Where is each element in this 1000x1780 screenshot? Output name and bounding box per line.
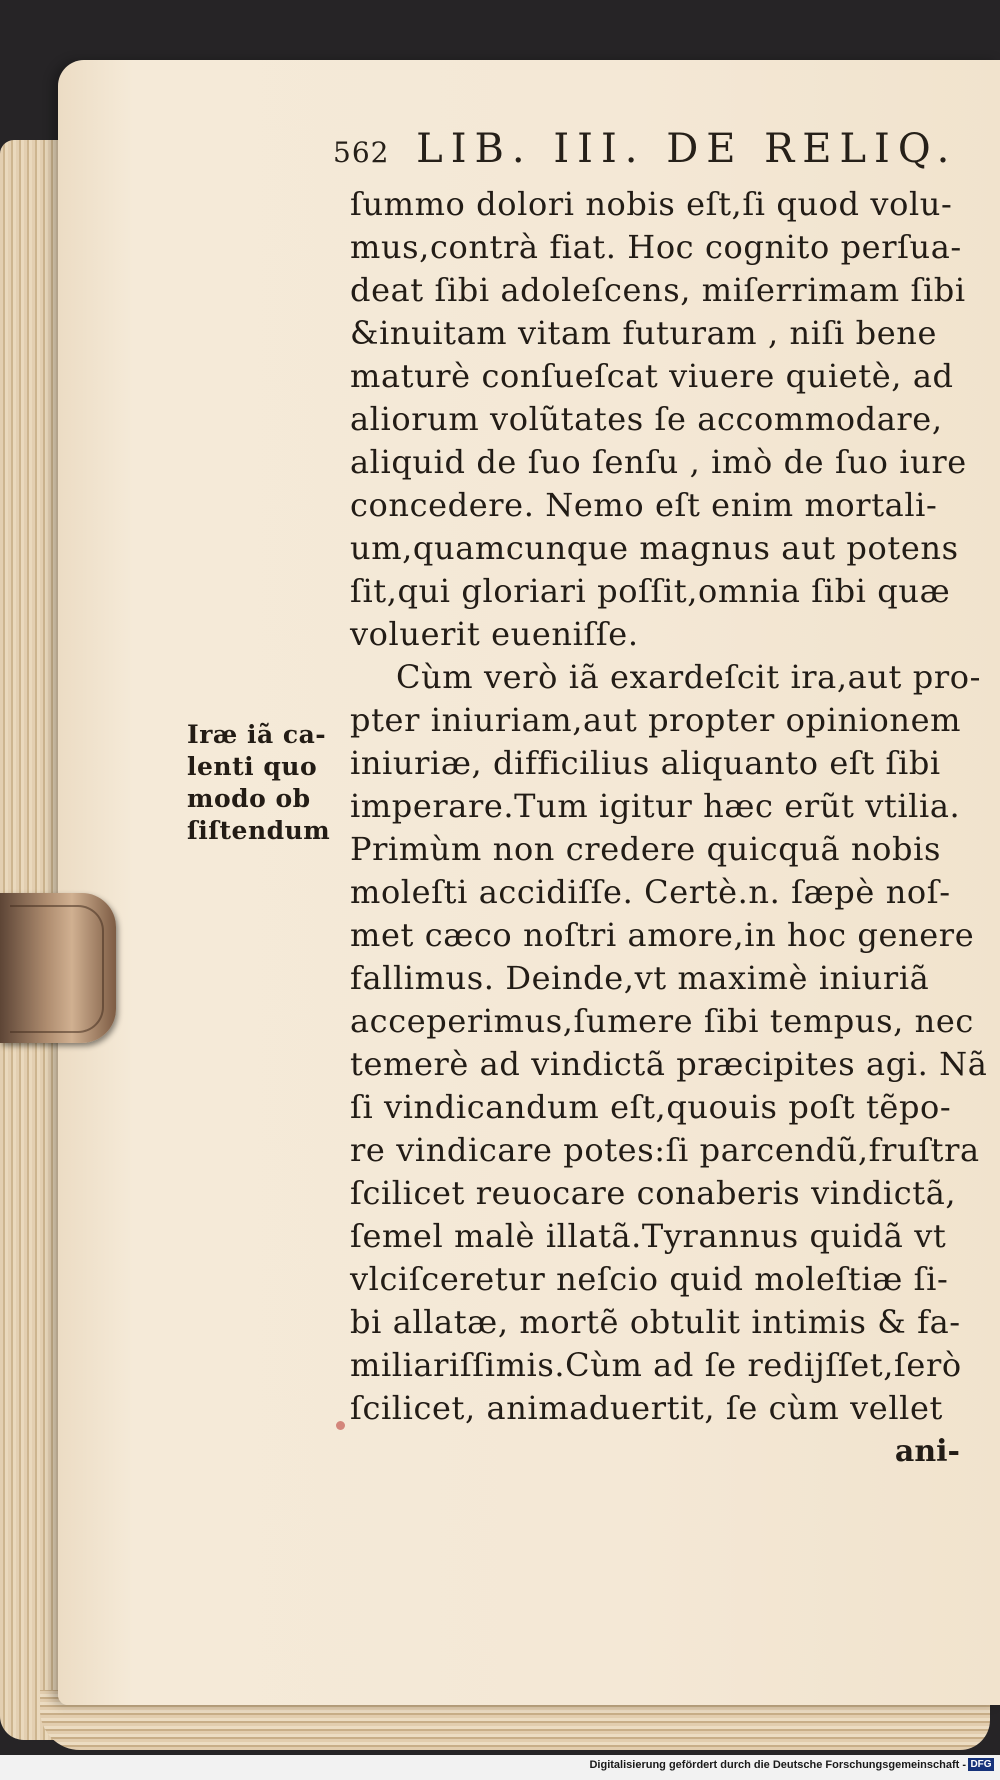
- catchword: ani-: [894, 1434, 960, 1469]
- text-line: ſcilicet, animaduertit, ſe cùm vellet: [350, 1389, 943, 1427]
- bookmark-clip-inner: [10, 905, 104, 1033]
- text-line: aliorum volũtates ſe accommodare,: [350, 400, 943, 438]
- text-line: maturè conſueſcat viuere quietè, ad: [350, 357, 954, 395]
- text-line: deat ſibi adoleſcens, miſerrimam ſibi: [350, 271, 966, 309]
- text-line: &inuitam vitam futuram , niſi bene: [350, 314, 938, 352]
- text-line: imperare.Tum igitur hæc erũt vtilia.: [350, 787, 961, 825]
- text-line: temerè ad vindictã præcipites agi. Nã: [350, 1045, 988, 1083]
- running-title: LIB. III. DE RELIQ.: [416, 126, 958, 172]
- marginal-line: modo ob: [187, 784, 311, 813]
- paragraph-start-line: Cùm verò iã exardeſcit ira,aut pro-: [396, 658, 982, 696]
- marginal-line: Iræ iã ca-: [187, 720, 327, 749]
- text-line: moleſti accidiſſe. Certè.n. ſæpè noſ-: [350, 873, 951, 911]
- dfg-logo: DFG: [968, 1758, 994, 1771]
- text-line: vlciſceretur neſcio quid moleſtiæ ſi-: [350, 1260, 949, 1298]
- page-number: 562: [333, 136, 390, 169]
- text-line: ſcilicet reuocare conaberis vindictã,: [350, 1174, 957, 1212]
- text-line: ſit,qui gloriari poſſit,omnia ſibi quæ: [350, 572, 951, 610]
- text-line: ſemel malè illatã.Tyrannus quidã vt: [350, 1217, 947, 1255]
- text-line: acceperimus,ſumere ſibi tempus, nec: [350, 1002, 974, 1040]
- text-line: um,quamcunque magnus aut potens: [350, 529, 959, 567]
- text-line: aliquid de ſuo ſenſu , imò de ſuo iure: [350, 443, 967, 481]
- text-line: concedere. Nemo eſt enim mortali-: [350, 486, 938, 524]
- body-text: [350, 183, 988, 1473]
- bookmark-clip: [0, 893, 116, 1043]
- text-line: re vindicare potes:ſi parcendũ,fruſtra: [350, 1131, 980, 1169]
- text-line: met cæco noſtri amore,in hoc genere: [350, 916, 975, 954]
- text-line: voluerit eueniſſe.: [350, 615, 639, 653]
- ink-spot: [336, 1421, 345, 1430]
- marginal-line: lenti quo: [187, 752, 318, 781]
- running-header: [333, 126, 958, 186]
- text-line: ſi vindicandum eſt,quouis poſt tẽpo-: [350, 1088, 952, 1126]
- text-line: iniuriæ, difficilius aliquanto eſt ſibi: [350, 744, 941, 782]
- text-line: bi allatæ, mortẽ obtulit intimis & fa-: [350, 1303, 961, 1341]
- marginal-line: ſiſtendum: [187, 816, 331, 845]
- text-line: mus,contrà fiat. Hoc cognito perſua-: [350, 228, 962, 266]
- text-line: fallimus. Deinde,vt maximè iniuriã: [350, 959, 930, 997]
- marginal-note: [187, 719, 362, 847]
- footer-credit: Digitalisierung gefördert durch die Deutsche Forschungsgemeinschaft -: [589, 1759, 966, 1771]
- text-line: miliariſſimis.Cùm ad ſe redijſſet,ſerò: [350, 1346, 962, 1384]
- text-line: Primùm non credere quicquã nobis: [350, 830, 941, 868]
- text-line: pter iniuriam,aut propter opinionem: [350, 701, 962, 739]
- text-line: ſummo dolori nobis eſt,ſi quod volu-: [350, 185, 953, 223]
